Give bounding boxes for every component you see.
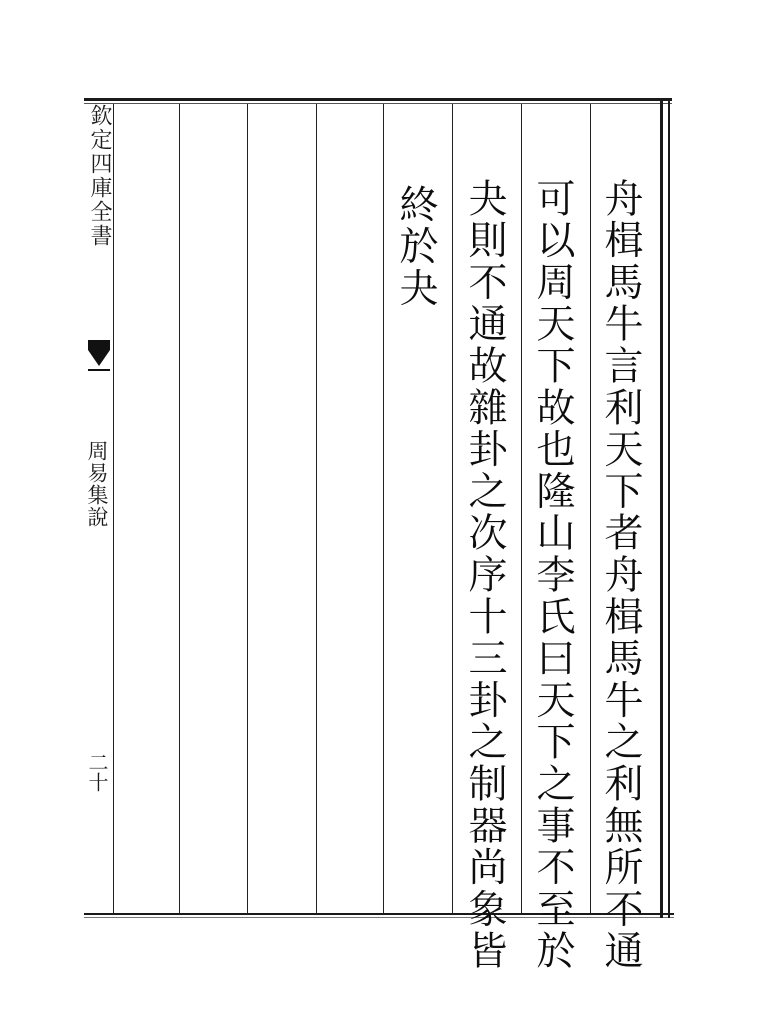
- margin-work-title: 周易集說: [85, 440, 109, 528]
- folio-number: 二十: [85, 752, 109, 792]
- column-divider: [521, 104, 522, 914]
- frame-bottom-inner-border: [84, 917, 674, 918]
- frame-top-inner-border: [84, 103, 672, 104]
- fishtail-mark-icon: [86, 336, 112, 376]
- column-divider: [452, 104, 453, 914]
- margin-book-title: 欽定四庫全書: [87, 104, 112, 248]
- column-divider: [383, 104, 384, 914]
- frame-bottom-border: [84, 913, 674, 915]
- frame-right-border: [660, 98, 663, 918]
- column-divider: [247, 104, 248, 914]
- frame-right-outer-border: [668, 98, 670, 918]
- text-column-3: 夬則不通故雜卦之次序十三卦之制器尚象皆: [462, 178, 507, 973]
- text-column-2: 可以周天下故也隆山李氏曰天下之事不至於: [530, 178, 575, 973]
- frame-top-border: [84, 98, 672, 101]
- text-column-4: 終於夬: [393, 184, 438, 310]
- column-divider: [590, 104, 591, 914]
- column-divider: [179, 104, 180, 914]
- text-column-1: 舟楫馬牛言利天下者舟楫馬牛之利無所不通: [598, 178, 643, 973]
- column-divider: [316, 104, 317, 914]
